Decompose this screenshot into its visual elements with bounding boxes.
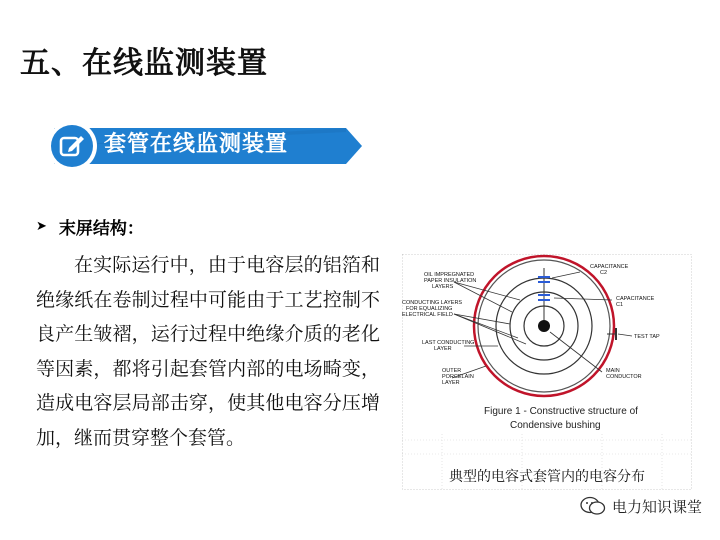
fig-caption-line1: Figure 1 - Constructive structure of	[484, 406, 638, 417]
svg-text:LAYER: LAYER	[434, 346, 452, 352]
bushing-diagram	[402, 254, 692, 490]
fig-caption-line2: Condensive bushing	[510, 420, 601, 431]
figure-caption: 典型的电容式套管内的电容分布	[449, 469, 645, 485]
label-main: MAIN	[606, 368, 620, 374]
section-banner	[46, 120, 364, 172]
svg-text:FOR EQUALIZING: FOR EQUALIZING	[406, 306, 453, 312]
svg-text:CONDUCTOR: CONDUCTOR	[606, 374, 642, 380]
svg-text:C1: C1	[616, 302, 624, 308]
svg-text:C2: C2	[600, 270, 608, 276]
label-porcelain: OUTER	[442, 368, 462, 374]
label-test-tap: TEST TAP	[634, 334, 660, 340]
body-paragraph: 在实际运行中，由于电容层的铝箔和绝缘纸在卷制过程中可能由于工艺控制不良产生皱褶，运行过程中绝缘介质的老化等因素，都将引起套管内部的电场畸变，造成电容层局部击穿，使其他电容分压增加，继而贯穿整个套管。	[36, 254, 380, 449]
arrow-right-icon: ➤	[36, 218, 47, 234]
bushing-figure	[402, 254, 692, 490]
wechat-icon	[580, 496, 606, 516]
svg-text:LAYER: LAYER	[442, 380, 460, 386]
banner-title: 套管在线监测装置	[104, 132, 289, 157]
watermark	[580, 494, 702, 518]
watermark-text: 电力知识课堂	[611, 497, 702, 516]
label-last: LAST CONDUCTING	[422, 340, 475, 346]
svg-text:LAYERS: LAYERS	[432, 284, 454, 290]
svg-text:ELECTRICAL FIELD: ELECTRICAL FIELD	[402, 312, 453, 318]
label-c1: CAPACITANCE	[616, 296, 655, 302]
svg-text:PAPER INSULATION: PAPER INSULATION	[424, 278, 477, 284]
label-c2: CAPACITANCE	[590, 264, 629, 270]
label-oil: OIL IMPREGNATED	[424, 272, 475, 278]
page-title: 五、在线监测装置	[20, 46, 268, 81]
section-heading-row	[36, 212, 144, 240]
svg-text:PORCELAIN: PORCELAIN	[442, 374, 474, 380]
label-conducting: CONDUCTING LAYERS	[402, 300, 463, 306]
section-heading: 末屏结构：	[58, 218, 144, 239]
edit-icon	[57, 131, 87, 161]
